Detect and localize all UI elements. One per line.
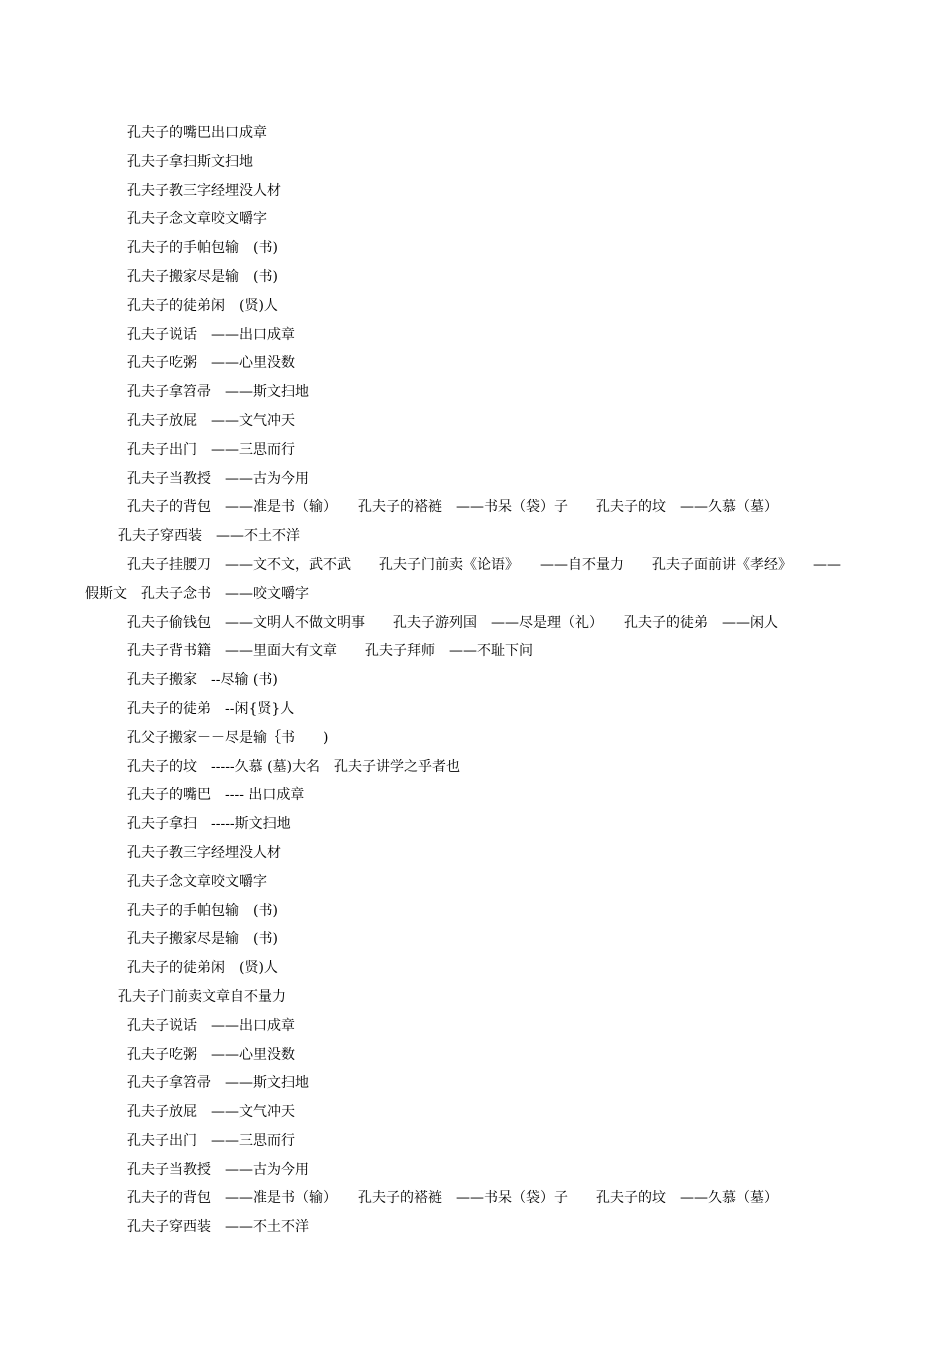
text-line: 孔夫子搬家 --尽输 (书) (127, 672, 278, 689)
document-body (0, 119, 950, 1242)
text-line: 孔夫子搬家尽是输 (书) (127, 931, 278, 948)
text-line: 孔夫子出门 ——三思而行 (127, 1132, 295, 1149)
text-line: 孔夫子念文章咬文嚼字 (127, 211, 267, 228)
text-line: 孔夫子的手帕包输 (书) (127, 240, 278, 257)
text-line: 孔夫子出门 ——三思而行 (127, 441, 295, 458)
text-line: 孔夫子的背包 ——准是书（输） 孔夫子的褡裢 ——书呆（袋）子 孔夫子的坟 ——久慕（墓） (127, 499, 778, 516)
text-line: 孔夫子说话 ——出口成章 (127, 1017, 295, 1034)
text-line: 孔夫子的背包 ——准是书（输） 孔夫子的褡裢 ——书呆（袋）子 孔夫子的坟 ——久慕（墓） (127, 1190, 778, 1207)
text-line: 孔夫子的徒弟闲 (贤)人 (127, 960, 278, 977)
text-line: 孔夫子偷钱包 ——文明人不做文明事 孔夫子游列国 ——尽是理（礼） 孔夫子的徒弟 ——闲人 (127, 614, 778, 631)
text-line: 孔夫子的嘴巴 ---- 出口成章 (127, 787, 305, 804)
text-line: 孔夫子背书籍 ——里面大有文章 孔夫子拜师 ——不耻下问 (127, 643, 533, 660)
text-line: 孔夫子放屁 ——文气冲天 (127, 1104, 295, 1121)
text-line: 孔夫子的徒弟闲 (贤)人 (127, 297, 278, 314)
text-line: 孔父子搬家－－尽是输｛书 ) (127, 729, 329, 746)
text-line: 孔夫子吃粥 ——心里没数 (127, 1046, 295, 1063)
text-line: 孔夫子当教授 ——古为今用 (127, 470, 309, 487)
text-line: 孔夫子拿笤帚 ——斯文扫地 (127, 384, 309, 401)
text-line: 孔夫子挂腰刀 ——文不文，武不武 孔夫子门前卖《论语》 ——自不量力 孔夫子面前讲《孝经》 —— (127, 556, 841, 573)
text-line: 孔夫子穿西装 ——不土不洋 (118, 528, 300, 545)
text-line: 孔夫子放屁 ——文气冲天 (127, 412, 295, 429)
text-line: 孔夫子搬家尽是输 (书) (127, 268, 278, 285)
text-line: 孔夫子门前卖文章自不量力 (118, 988, 286, 1005)
text-line: 孔夫子穿西装 ——不土不洋 (127, 1219, 309, 1236)
text-line: 假斯文 孔夫子念书 ——咬文嚼字 (85, 585, 309, 602)
text-line: 孔夫子的徒弟 --闲{贤}人 (127, 700, 295, 717)
text-line: 孔夫子教三字经埋没人材 (127, 844, 281, 861)
text-line: 孔夫子念文章咬文嚼字 (127, 873, 267, 890)
text-line: 孔夫子的坟 -----久慕 (墓)大名 孔夫子讲学之乎者也 (127, 758, 461, 775)
text-line: 孔夫子的嘴巴出口成章 (127, 125, 267, 141)
text-line: 孔夫子说话 ——出口成章 (127, 326, 295, 343)
text-line: 孔夫子教三字经埋没人材 (127, 182, 281, 199)
text-line: 孔夫子拿扫斯文扫地 (127, 153, 253, 170)
text-line: 孔夫子拿笤帚 ——斯文扫地 (127, 1075, 309, 1092)
text-line: 孔夫子当教授 ——古为今用 (127, 1161, 309, 1178)
text-line: 孔夫子拿扫 -----斯文扫地 (127, 816, 291, 833)
text-line: 孔夫子的手帕包输 (书) (127, 902, 278, 919)
text-line: 孔夫子吃粥 ——心里没数 (127, 355, 295, 372)
